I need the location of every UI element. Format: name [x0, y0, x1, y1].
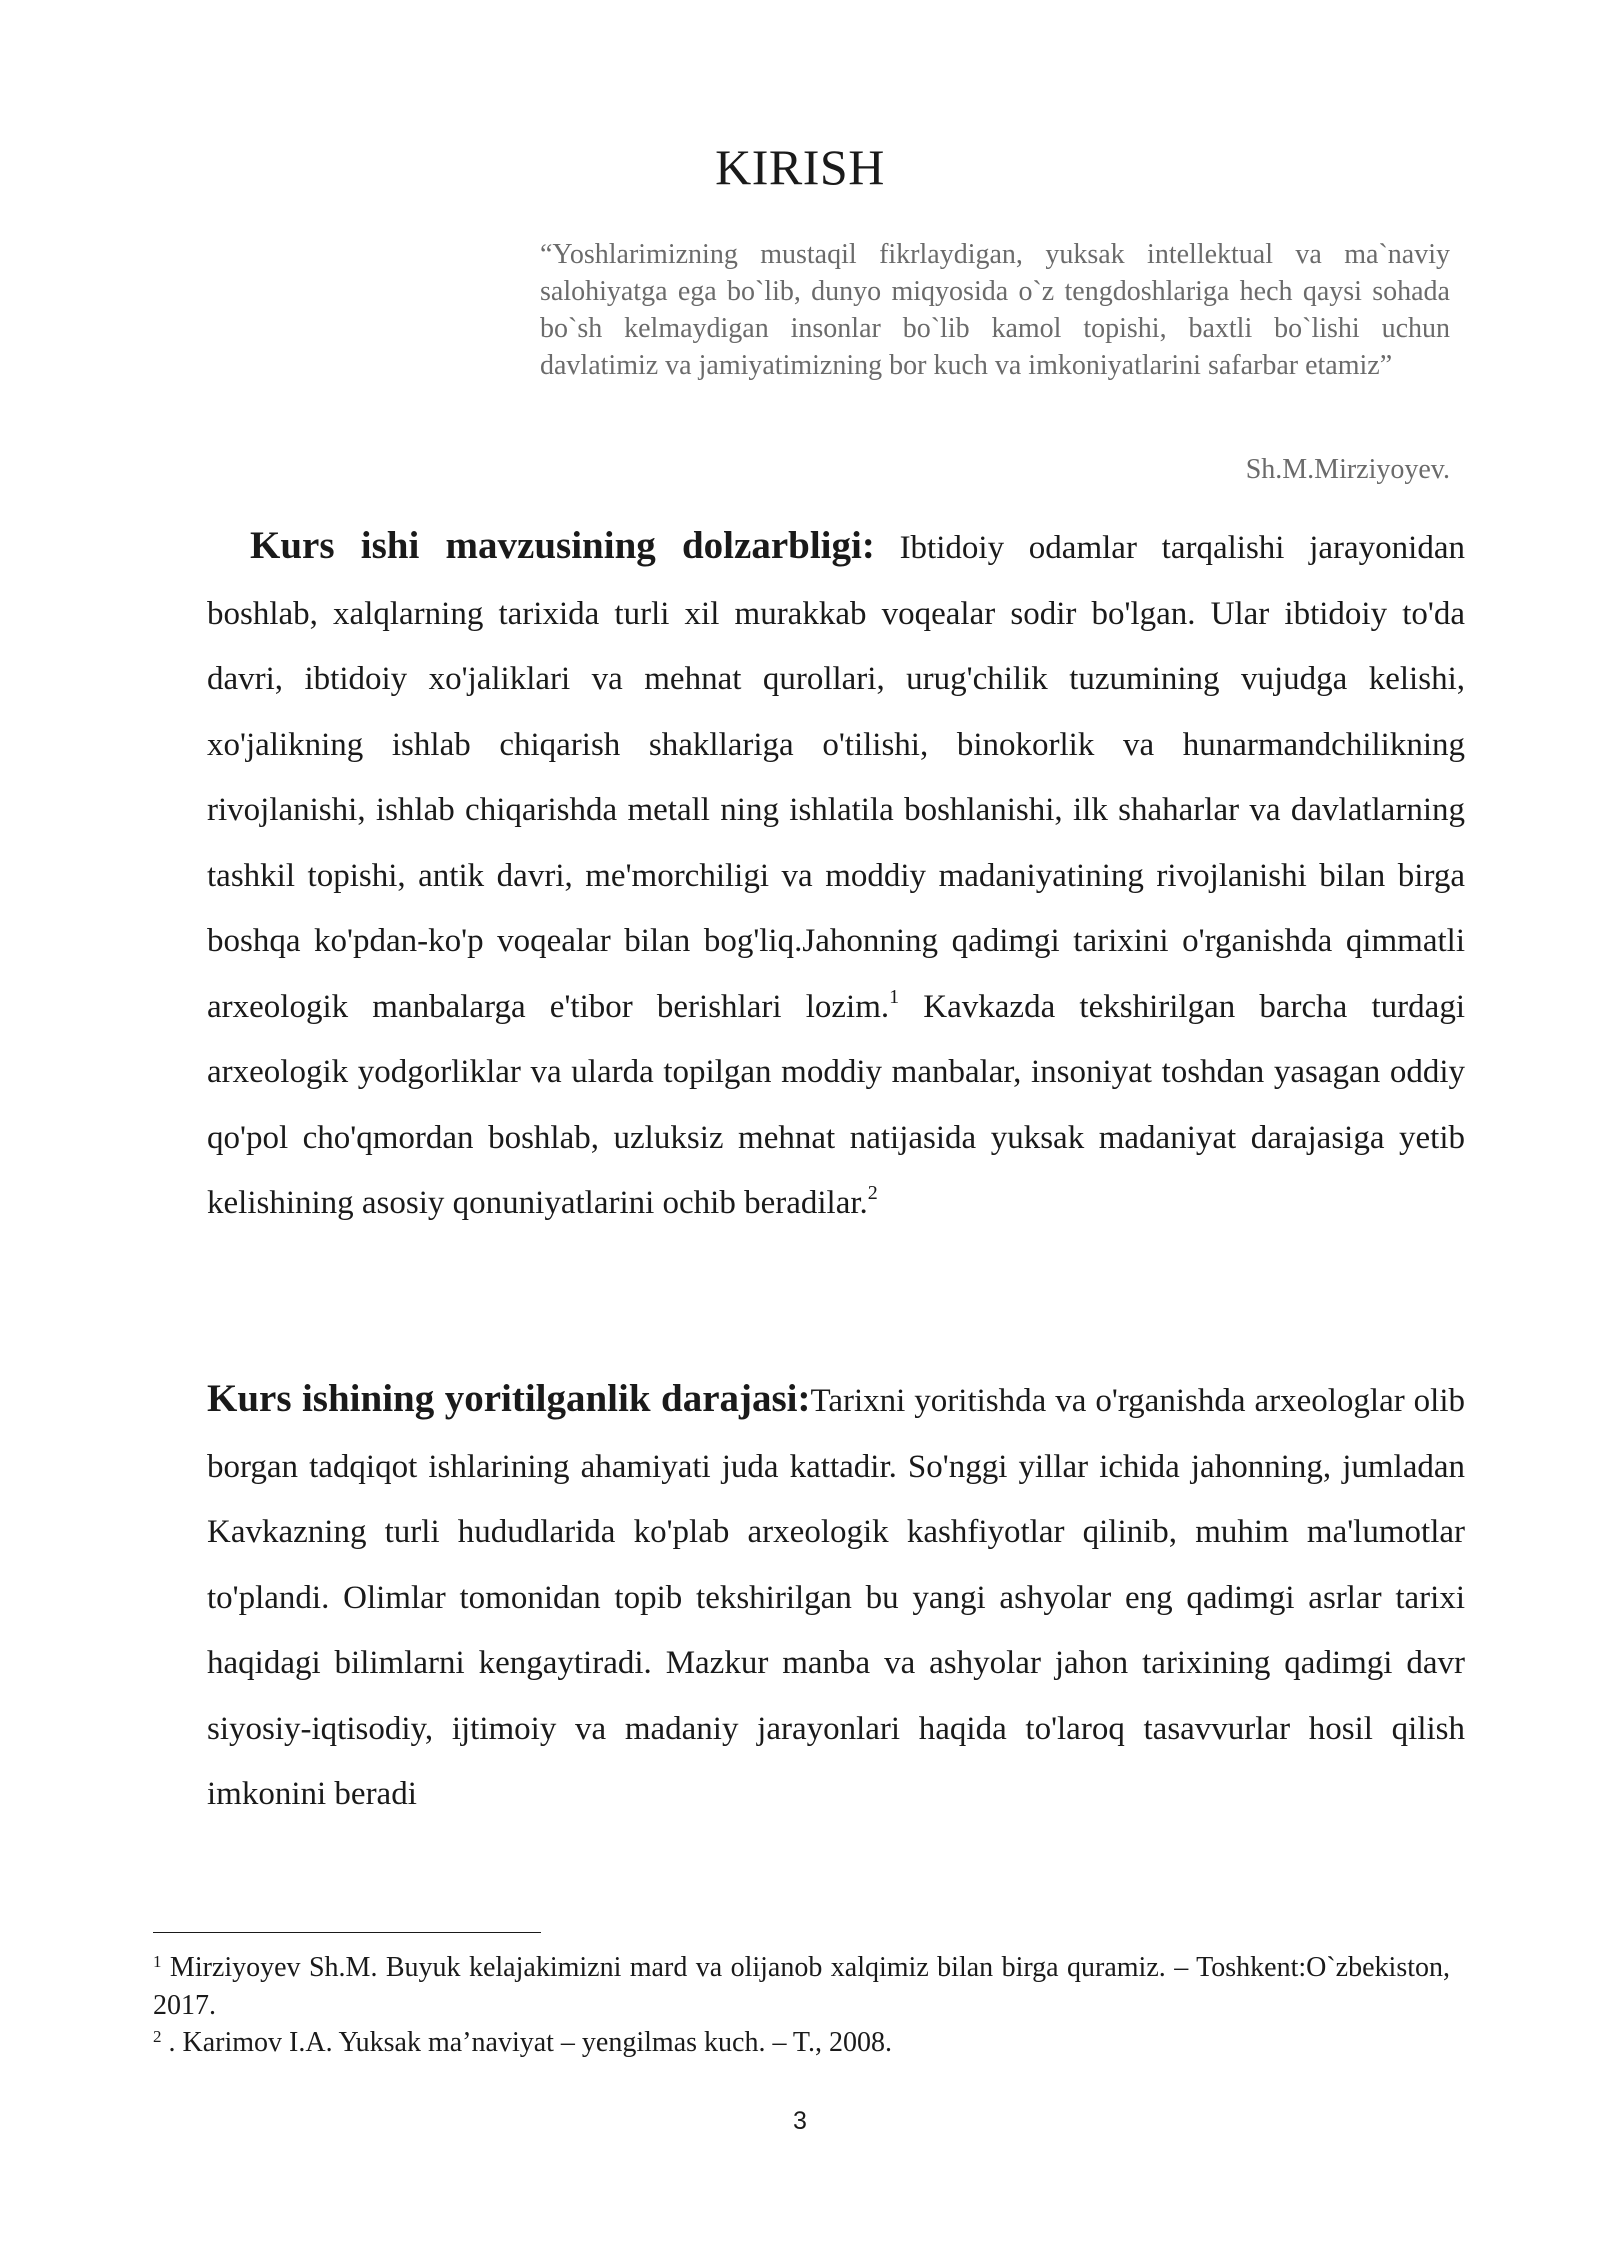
footnote-text-2: . Karimov I.A. Yuksak ma’naviyat – yengilmas kuch. – T., 2008. [161, 2027, 892, 2058]
relevance-paragraph [207, 513, 1465, 1237]
relevance-heading: Kurs ishi mavzusining dolzarbligi: [250, 524, 875, 567]
footnote-ref-1[interactable]: 1 [889, 985, 900, 1008]
epigraph-author: Sh.M.Mirziyoyev. [1245, 454, 1450, 485]
footnote-marker-1: 1 [153, 1952, 162, 1971]
footnote-marker-2: 2 [153, 2027, 162, 2046]
coverage-text: Tarixni yoritishda va o'rganishda arxeologlar olib borgan tadqiqot ishlarining ahamiyati juda kattadir. So'nggi yillar ichida jahonning, jumladan Kavkazning turli hududlarida ko'plab arxeologik kashfiyotlar qilinib, muhim ma'lumotlar to'plandi. Olimlar tomonidan topib tekshirilgan bu yangi ashyolar eng qadimgi asrlar tarixi haqidagi bilimlarni kengaytiradi. Mazkur manba va ashyolar jahon tarixining qadimgi davr siyosiy-iqtisodiy, ijtimoiy va madaniy jarayonlari haqida to'laroq tasavvurlar hosil qilish imkonini beradi [207, 1383, 1465, 1812]
page-number: 3 [793, 2107, 807, 2135]
footnote-separator [153, 1932, 541, 1933]
footnote-ref-2[interactable]: 2 [867, 1182, 878, 1204]
footnotes [153, 1949, 1450, 2062]
relevance-text-part-2: Kavkazda tekshirilgan barcha turdagi arxeologik yodgorliklar va ularda topilgan moddiy manbalar, insoniyat toshdan yasagan oddiy qo'pol cho'qmordan boshlab, uzluksiz mehnat natijasida yuksak madaniyat darajasiga yetib kelishining asosiy qonuniyatlarini ochib beradilar. [207, 988, 1465, 1221]
coverage-paragraph [207, 1366, 1465, 1828]
relevance-text-part-1: Ibtidoiy odamlar tarqalishi jarayonidan boshlab, xalqlarning tarixida turli xil murakkab voqealar sodir bo'lgan. Ular ibtidoiy to'da davri, ibtidoiy xo'jaliklari va mehnat qurollari, urug'chilik tuzumining vujudga kelishi, xo'jalikning ishlab chiqarish shakllariga o'tilishi, binokorlik va hunarmandchilikning rivojlanishi, ishlab chiqarishda metall ning ishlatila boshlanishi, ilk shaharlar va davlatlarning tashkil topishi, antik davri, me'morchiligi va moddiy madaniyatining rivojlanishi bilan birga boshqa ko'pdan-ko'p voqealar bilan bog'liq.Jahonning qadimgi tarixini o'rganishda qimmatli arxeologik manbalarga e'tibor berishlari lozim. [207, 530, 1465, 1025]
page-title: KIRISH [715, 139, 885, 195]
coverage-heading: Kurs ishining yoritilganlik darajasi: [207, 1377, 811, 1420]
epigraph-quote: “Yoshlarimizning mustaqil fikrlaydigan, yuksak intellektual va ma`naviy salohiyatga ega bo`lib, dunyo miqyosida o`z tengdoshlariga hech qaysi sohada bo`sh kelmaydigan insonlar bo`lib kamol topishi, baxtli bo`lishi uchun davlatimiz va jamiyatimizning bor kuch va imkoniyatlarini safarbar etamiz” [540, 239, 1450, 381]
footnote-1 [153, 1949, 1450, 2024]
footnote-text-1: Mirziyoyev Sh.M. Buyuk kelajakimizni mard va olijanob xalqimiz bilan birga quramiz. – Toshkent:O`zbekiston, 2017. [153, 1952, 1450, 2021]
footnote-2 [153, 2024, 1450, 2062]
